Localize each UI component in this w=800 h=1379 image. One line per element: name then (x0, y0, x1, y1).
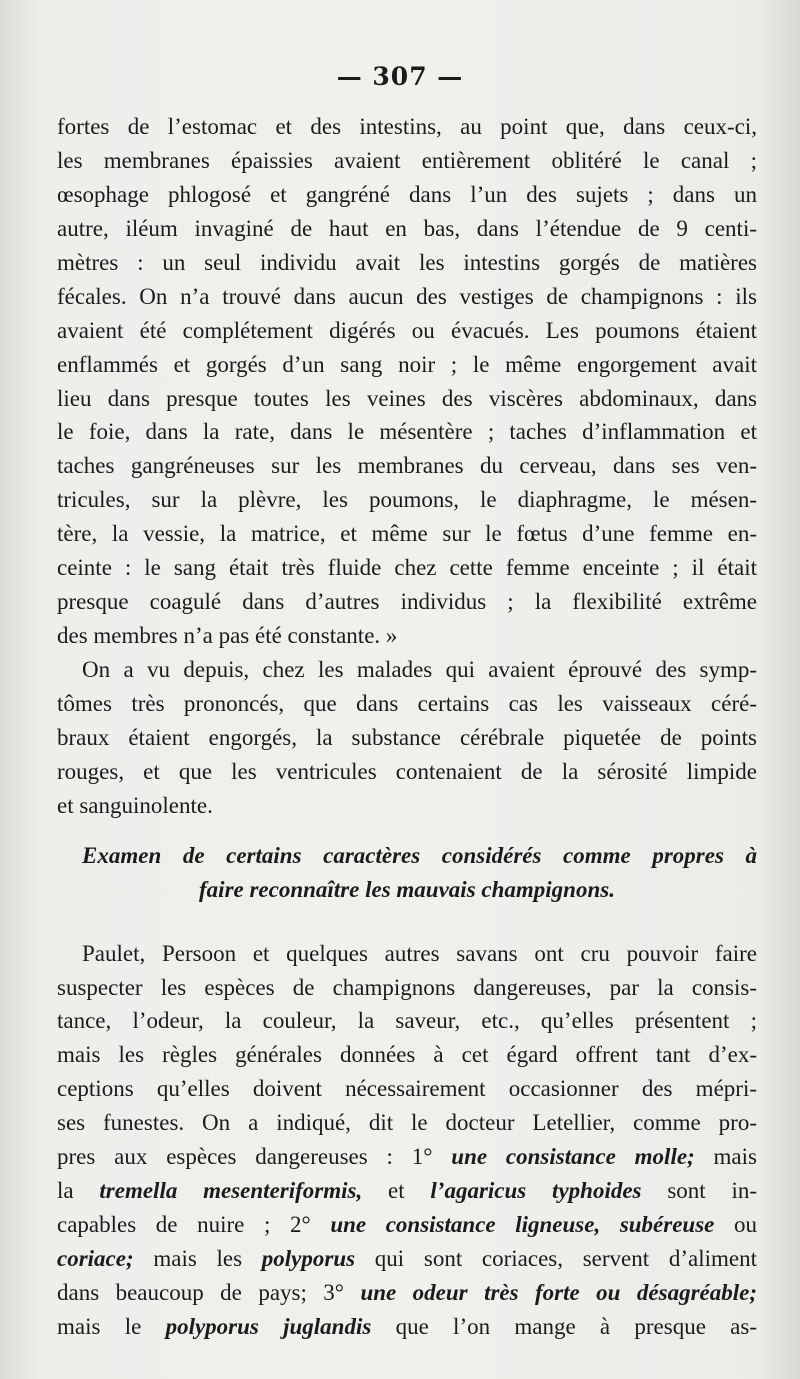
text-line (57, 1242, 757, 1276)
text-run: qui sont coriaces, servent d’aliment (355, 1246, 757, 1271)
text-line (57, 1276, 757, 1310)
paragraph-later-observations (57, 653, 757, 823)
heading-line: Examen de certains caractères considérés comme propres à (82, 842, 757, 868)
text-line: autre, iléum invaginé de haut en bas, dans l’étendue de 9 centi- (57, 215, 757, 241)
text-line: ceinte : le sang était très fluide chez cette femme enceinte ; il était (57, 555, 757, 581)
text-line: On a vu depuis, chez les malades qui avaient éprouvé des symp- (82, 657, 757, 682)
text-line: tômes très prononcés, que dans certains cas les vaisseaux céré- (57, 690, 757, 716)
text-line (57, 1174, 757, 1208)
italic-run: coriace; (57, 1246, 134, 1271)
text-line: des membres n’a pas été constante. » (57, 623, 398, 649)
text-run: pres aux espèces dangereuses : 1° (57, 1144, 452, 1170)
text-run: la (57, 1178, 100, 1204)
section-heading (57, 839, 757, 907)
text-line: œsophage phlogosé et gangréné dans l’un des sujets ; dans un (57, 181, 757, 207)
text-run: mais le (57, 1313, 166, 1339)
text-line: suspecter les espèces de champignons dangereuses, par la consis- (57, 974, 757, 1000)
text-line: mais les règles générales données à cet égard offrent tant d’ex- (57, 1042, 757, 1068)
text-run: capables de nuire ; 2° (57, 1212, 331, 1238)
text-line: taches gangréneuses sur les membranes du cerveau, dans ses ven- (57, 453, 757, 479)
text-line: avaient été complétement digérés ou évacués. Les poumons étaient (57, 317, 757, 343)
text-line: presque coagulé dans d’autres individus ; la flexibilité extrême (57, 589, 757, 615)
italic-run: l’agaricus typhoides (430, 1178, 642, 1204)
text-line (57, 1140, 757, 1174)
page-number: — 307 — (336, 62, 464, 91)
paragraph-autopsy-findings (57, 110, 757, 653)
page-body (57, 110, 757, 1344)
text-line (57, 1208, 757, 1242)
text-run: ou (714, 1212, 758, 1238)
text-line: fécales. On n’a trouvé dans aucun des vestiges de champignons : ils (57, 283, 757, 309)
text-line: et sanguinolente. (57, 792, 213, 818)
text-line (57, 1310, 757, 1344)
text-line: les membranes épaissies avaient entièrement oblitéré le canal ; (57, 147, 757, 173)
text-line: braux étaient engorgés, la substance cérébrale piquetée de points (57, 724, 757, 750)
text-run: sont in- (641, 1178, 758, 1204)
text-line: enflammés et gorgés d’un sang noir ; le même engorgement avait (57, 351, 757, 377)
text-run: dans beaucoup de pays; 3° (57, 1279, 361, 1305)
italic-run: une odeur très forte ou désagréable; (360, 1279, 757, 1305)
italic-run: une consistance ligneuse, subéreuse (330, 1212, 715, 1238)
heading-line: faire reconnaître les mauvais champignons. (199, 876, 615, 902)
text-line: tère, la vessie, la matrice, et même sur le fœtus d’une femme en- (57, 521, 757, 547)
text-line: ses funestes. On a indiqué, dit le docteur Letellier, comme pro- (57, 1110, 757, 1136)
paragraph-characteristics (57, 937, 757, 1344)
text-line: tance, l’odeur, la couleur, la saveur, etc., qu’elles présentent ; (57, 1008, 757, 1034)
italic-run: tremella mesenteriformis, (99, 1178, 363, 1204)
text-run: mais (694, 1144, 757, 1170)
italic-run: polyporus juglandis (165, 1313, 372, 1339)
text-line: le foie, dans la rate, dans le mésentère ; taches d’inflammation et (57, 419, 757, 445)
text-line: rouges, et que les ventricules contenaient de la sérosité limpide (57, 758, 757, 784)
text-run: et (362, 1178, 431, 1204)
text-line: Paulet, Persoon et quelques autres savans ont cru pouvoir faire (82, 940, 757, 966)
text-run: que l’on mange à presque as- (371, 1313, 757, 1339)
text-line: mètres : un seul individu avait les intestins gorgés de matières (57, 249, 757, 275)
text-line: tricules, sur la plèvre, les poumons, le diaphragme, le mésen- (57, 487, 757, 513)
italic-run: polyporus (261, 1246, 356, 1271)
text-line: lieu dans presque toutes les veines des viscères abdominaux, dans (57, 385, 757, 411)
text-line: ceptions qu’elles doivent nécessairement occasionner des mépri- (57, 1076, 757, 1102)
italic-run: une consistance molle; (451, 1144, 695, 1170)
text-run: mais les (133, 1246, 262, 1271)
text-line: fortes de l’estomac et des intestins, au point que, dans ceux-ci, (57, 114, 757, 139)
